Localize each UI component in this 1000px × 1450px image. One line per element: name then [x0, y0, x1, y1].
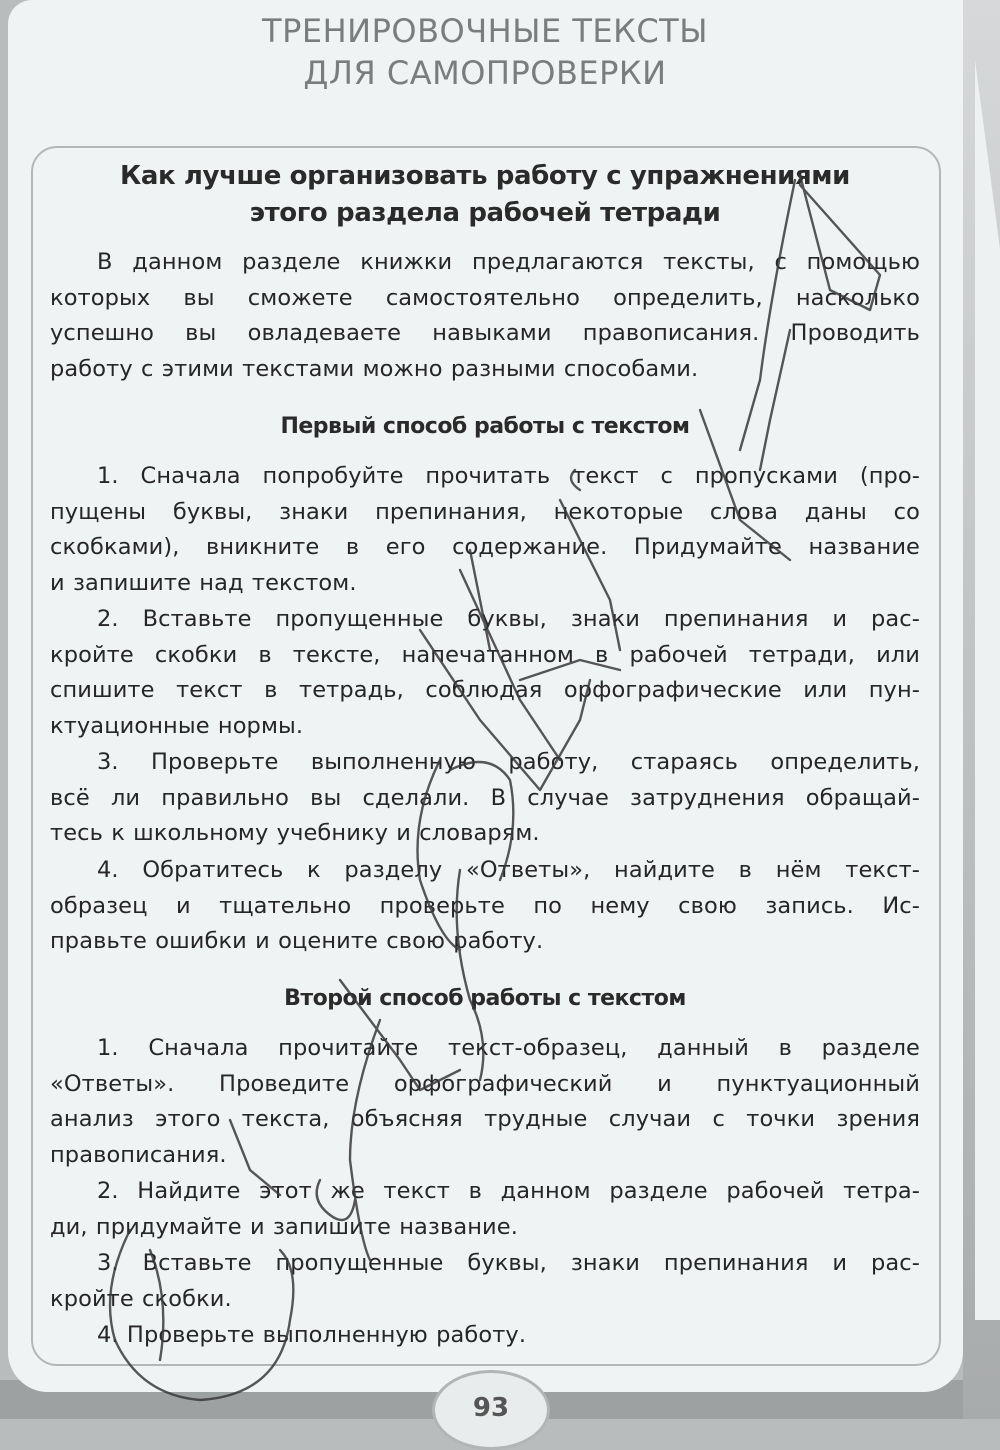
- section-1-item-1: [50, 459, 920, 602]
- page-number: 93: [472, 1393, 510, 1423]
- item-line: скобками), вникните в его содержание. Придумайте название: [50, 534, 920, 561]
- item-line: 1. Сначала попробуйте прочитать текст с пропусками (про-: [97, 463, 920, 489]
- item-line: 2. Найдите этот же текст в данном разделе рабочей тетра-: [97, 1178, 920, 1204]
- section-2-item-2: [50, 1174, 920, 1245]
- item-line: правьте ошибки и оцените свою работу.: [50, 928, 544, 955]
- box-heading-line-1: Как лучше организовать работу с упражнениями: [120, 161, 850, 191]
- item-line: и запишите над текстом.: [50, 570, 357, 597]
- section-1-item-3: [50, 745, 920, 852]
- box-heading-line-2: этого раздела рабочей тетради: [249, 198, 721, 228]
- item-line: пущены буквы, знаки препинания, некоторые слова даны со: [50, 498, 920, 525]
- section-1-heading: Первый способ работы с текстом: [280, 414, 690, 439]
- section-2-heading: Второй способ работы с текстом: [284, 986, 686, 1011]
- section-2-item-1: [50, 1031, 920, 1174]
- item-line: тесь к школьному учебнику и словарям.: [50, 820, 540, 847]
- item-line: ди, придумайте и запишите название.: [50, 1213, 518, 1240]
- item-line: всё ли правильно вы сделали. В случае затруднения обращай-: [50, 784, 920, 811]
- item-line: 1. Сначала прочитайте текст-образец, данный в разделе: [97, 1035, 920, 1061]
- item-line: 4. Проверьте выполненную работу.: [97, 1322, 527, 1348]
- item-line: 4. Обратитесь к разделу «Ответы», найдите в нём текст-: [97, 857, 920, 883]
- item-line: кройте скобки в тексте, напечатанном в рабочей тетради, или: [50, 641, 920, 668]
- item-line: правописания.: [50, 1142, 227, 1169]
- item-line: анализ этого текста, объясняя трудные случаи с точки зрения: [50, 1106, 920, 1133]
- item-line: образец и тщательно проверьте по нему свою запись. Ис-: [50, 892, 920, 919]
- intro-line: В данном разделе книжки предлагаются тексты, с помощью: [97, 249, 920, 275]
- section-2-item-3: [50, 1246, 920, 1317]
- intro-line: работу с этими текстами можно разными способами.: [50, 356, 699, 383]
- intro-line: которых вы сможете самостоятельно определить, насколько: [50, 284, 920, 311]
- intro-line: успешно вы овладеваете навыками правописания. Проводить: [50, 320, 920, 347]
- page-number-badge: [432, 1370, 550, 1450]
- page-title-line-2: ДЛЯ САМОПРОВЕРКИ: [303, 54, 667, 92]
- page-title: [0, 10, 970, 94]
- page-title-line-1: ТРЕНИРОВОЧНЫЕ ТЕКСТЫ: [262, 12, 708, 50]
- item-line: 3. Проверьте выполненную работу, стараясь определить,: [97, 749, 920, 775]
- section-2-item-4: [50, 1318, 920, 1354]
- item-line: 2. Вставьте пропущенные буквы, знаки препинания и рас-: [97, 606, 920, 632]
- item-line: ктуационные нормы.: [50, 713, 304, 740]
- section-1-item-4: [50, 853, 920, 960]
- section-1-item-2: [50, 602, 920, 745]
- page-right-highlight: [975, 60, 1000, 1320]
- item-line: «Ответы». Проведите орфографический и пунктуационный: [50, 1070, 920, 1097]
- item-line: 3. Вставьте пропущенные буквы, знаки препинания и рас-: [97, 1250, 920, 1276]
- intro-paragraph: [50, 245, 920, 388]
- item-line: спишите текст в тетрадь, соблюдая орфографические или пун-: [50, 677, 920, 704]
- item-line: кройте скобки.: [50, 1285, 232, 1312]
